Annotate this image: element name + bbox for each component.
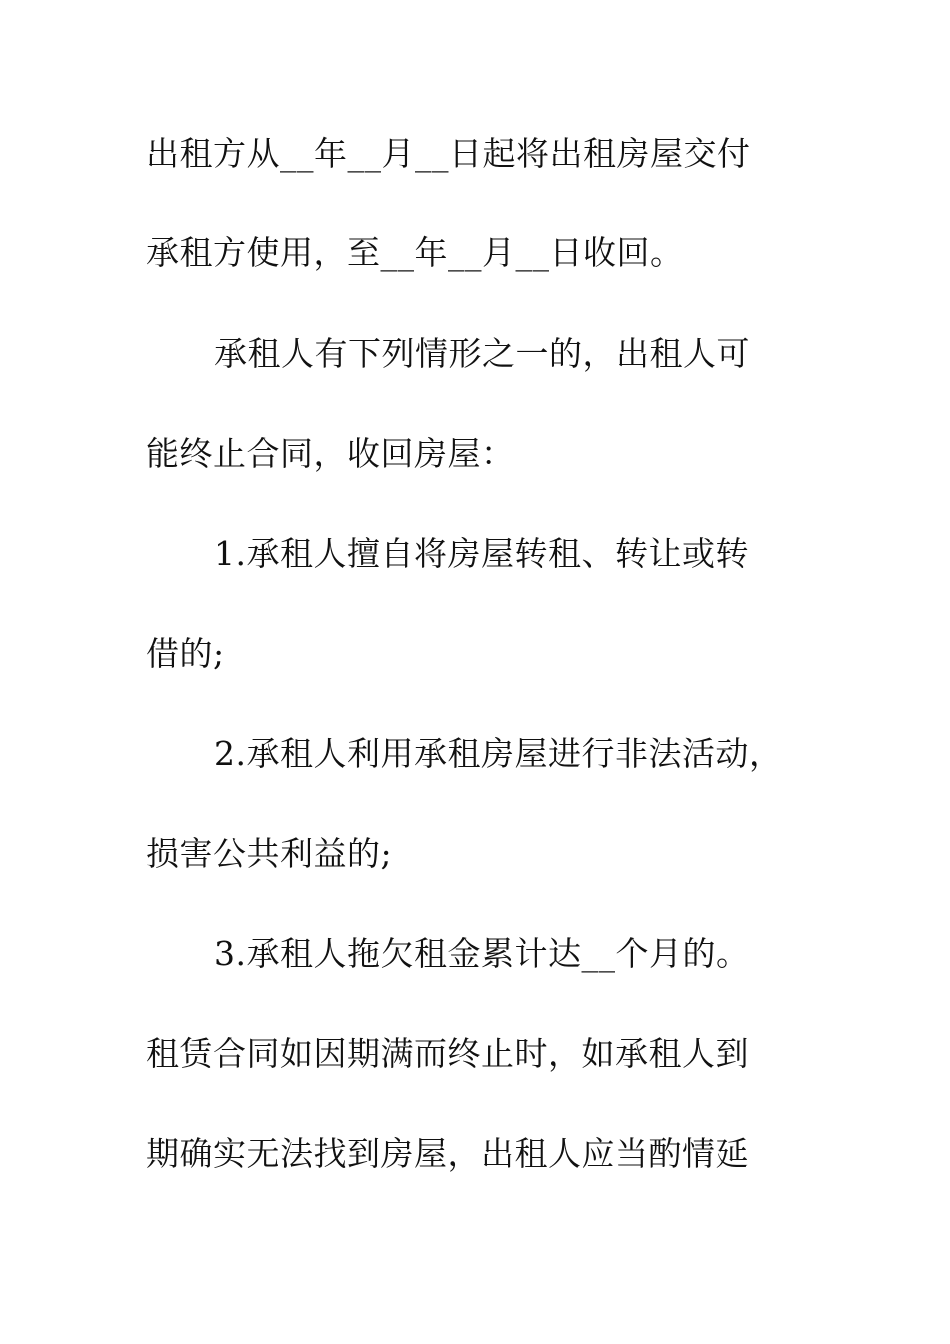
text-line-10: 租赁合同如因期满而终止时，如承租人到 xyxy=(146,1034,749,1073)
text-line-3: 承租人有下列情形之一的，出租人可 xyxy=(214,334,750,373)
text-line-9: 3.承租人拖欠租金累计达__个月的。 xyxy=(214,934,750,973)
text-line-11: 期确实无法找到房屋，出租人应当酌情延 xyxy=(146,1134,749,1173)
text-line-1: 出租方从__年__月__日起将出租房屋交付 xyxy=(146,134,751,173)
text-line-7: 2.承租人利用承租房屋进行非法活动， xyxy=(214,734,783,773)
text-line-6: 借的; xyxy=(146,634,225,673)
text-line-4: 能终止合同，收回房屋： xyxy=(146,434,515,473)
text-line-8: 损害公共利益的; xyxy=(146,834,393,873)
text-line-2: 承租方使用，至__年__月__日收回。 xyxy=(146,233,684,272)
text-line-5: 1.承租人擅自将房屋转租、转让或转 xyxy=(214,534,749,573)
